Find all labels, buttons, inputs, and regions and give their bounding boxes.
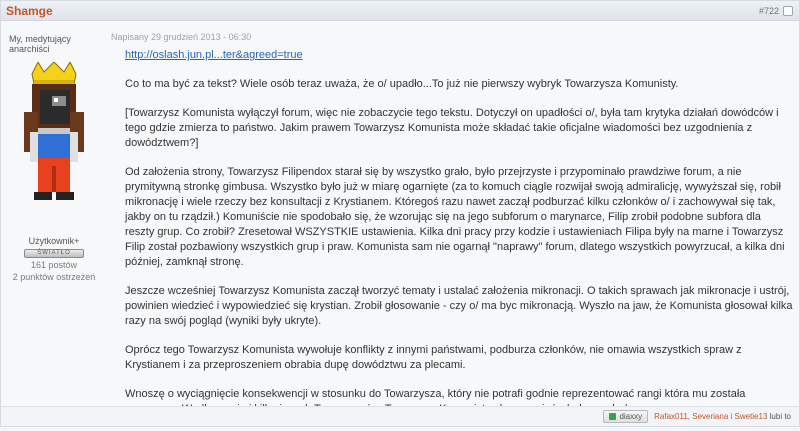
post-footer: [1, 406, 799, 426]
like-button-label: diaxxy: [619, 412, 643, 421]
select-post-checkbox[interactable]: [783, 6, 793, 16]
avatar-image: [14, 62, 94, 212]
post-count: 161 postów: [30, 260, 78, 270]
external-link[interactable]: http://oslash.jun.pl...ter&agreed=true: [125, 49, 303, 61]
author-sidebar: [1, 22, 107, 322]
likers-names[interactable]: Rafax011, Severiana i Swetie13: [654, 412, 768, 421]
post-content: [111, 22, 793, 431]
avatar[interactable]: [14, 62, 94, 212]
user-rank: Użytkownik+: [28, 236, 80, 246]
paragraph: Co to ma być za tekst? Wiele osób teraz uważa, że o/ upadło...To już nie pierwszy wybryk Towarzysza Komunisty.: [125, 78, 679, 90]
paragraph: [Towarzysz Komunista wyłączył forum, więc nie zobaczycie tego tekstu. Dotyczył on upadłości o/, była tam krytyka działań dowódców i tego gdzie zmierza to państwo. Jakim prawem Towarzysz Komunista może składać takie oficjalne wiadomości bez uzgodnienia z dowództwem?]: [125, 107, 779, 149]
paragraph: Od założenia strony, Towarzysz Filipendox starał się by wszystko grało, było przejrzyste i przypominało prawdziwe forum, a nie prymitywną stronkę gimbusa. Wszystko było już w miarę ogarnięte (za to komuch ciągle rozwijał swoją admiralicję, wywyższał się, robił mikronację i wiele rzeczy bez konsultacji z Krystianem. Któregoś razu nawet zaczął podburzać kilku członków o/ i zachowywał się tak, jakby on tu rządził.) Komuniście nie spodobało się, że wzorując się na jego subforum o marynarce, Filip zrobił podobne subfora dla reszty grup. Co zrobił? Zresetował WSZYSTKIE ustawienia. Kilka dni pracy przy kodzie i ustawieniach Filipa były na marne i Towarzysz Filip został pozbawiony wszystkich grup i praw. Komunista sam nie ogarnął "naprawy" forum, dlatego wszystkich powyrzucał, a kilka dni później, zamknął stronę.: [125, 166, 785, 268]
rank-badge: ŚWIATŁO: [24, 249, 84, 258]
paragraph: Oprócz tego Towarzysz Komunista wywołuje konflikty z innymi państwami, podburza członków, nie omawia wszystkich spraw z Krystianem i za przeproszeniem obrabia dupę dowództwu za plecami.: [125, 344, 742, 371]
likers-suffix: lubi to: [769, 412, 791, 421]
warning-points: 2 punktów ostrzeżeń: [12, 272, 96, 282]
user-title: My, medytujący anarchiści: [9, 34, 71, 54]
paragraph: Wnoszę o wyciągnięcie konsekwencji w stosunku do Towarzysza, który nie potrafi godnie reprezentować rangi która mu została: [125, 388, 746, 400]
post-header: [1, 1, 799, 21]
paragraph: Jeszcze wcześniej Towarzysz Komunista zaczął tworzyć tematy i ustalać założenia mikronacji. O takich sprawach jak mikronacje i ustrój, powinien wiedzieć i wypowiedzieć się krystian. Zrobił głosowanie - czy o/ ma byc mikronacją. Wyszło na jaw, że Komunista głosował kilka razy na swój pogląd (wyniki były ukryte).: [125, 285, 793, 327]
post-meta: [759, 6, 793, 16]
thumb-up-icon: [609, 413, 616, 420]
author-name-link[interactable]: Shamge: [6, 3, 53, 18]
likers-list: [654, 412, 791, 421]
post-number-link[interactable]: #722: [758, 5, 779, 16]
like-button[interactable]: [603, 410, 648, 423]
post-body: [111, 48, 793, 417]
post-date: Napisany 29 grudzień 2013 - 06:30: [111, 32, 252, 42]
